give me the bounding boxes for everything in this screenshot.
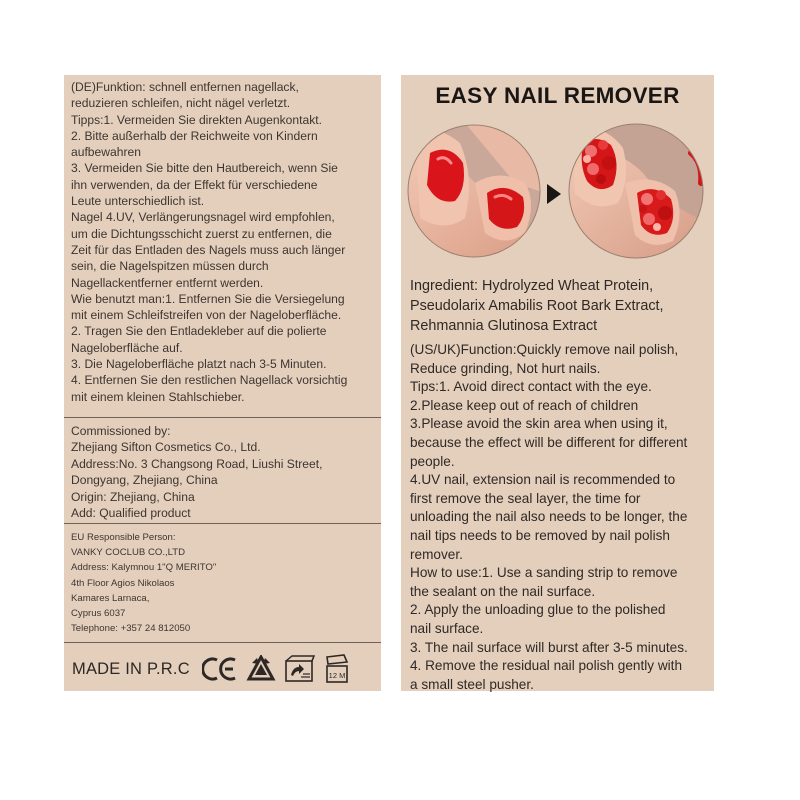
after-nails-image (563, 123, 709, 259)
english-text-line: (US/UK)Function:Quickly remove nail polish, (410, 342, 679, 357)
commission-info (64, 423, 381, 521)
german-text-line: (DE)Funktion: schnell entfernen nagellack, (71, 80, 299, 94)
german-text-line: Tipps:1. Vermeiden Sie direkten Augenkontakt. (71, 112, 322, 127)
ingredient-text-line: Ingredient: Hydrolyzed Wheat Protein, (410, 278, 654, 294)
english-text-line: Tips:1. Avoid direct contact with the eye. (410, 379, 652, 395)
english-text-line: 3.Please avoid the skin area when using it, (410, 416, 668, 432)
english-text-line: nail surface. (410, 620, 484, 636)
eu-text-line: Cyprus 6037 (71, 608, 126, 620)
german-text-line: ihn verwenden, da der Effekt für verschiedene (71, 177, 318, 192)
german-text-line: 2. Tragen Sie den Entladekleber auf die polierte (71, 324, 327, 339)
english-text-line: people. (410, 453, 455, 469)
english-text-line: 3. The nail surface will burst after 3-5 minutes. (410, 639, 688, 655)
commission-text-line: Address:No. 3 Changsong Road, Liushi Street, (71, 456, 323, 471)
german-text-line: 3. Vermeiden Sie bitte den Hautbereich, wenn Sie (71, 161, 338, 176)
german-text-line: aufbewahren (71, 145, 141, 160)
german-text-line: mit einem kleinen Stahlschieber. (71, 389, 245, 404)
arrow-right-icon (546, 183, 562, 205)
german-text-line: Nagel 4.UV, Verlängerungsnagel wird empfohlen, (71, 210, 335, 225)
english-text-line: a small steel pusher. (410, 676, 534, 692)
english-text-line: remover. (410, 546, 463, 562)
divider (64, 417, 381, 418)
english-instructions (410, 341, 710, 694)
ingredient-text (410, 276, 710, 336)
commission-text-line: Dongyang, Zhejiang, China (71, 473, 218, 488)
english-text-line: 2.Please keep out of reach of children (410, 397, 639, 413)
german-instructions (64, 79, 381, 405)
eu-text-line: 4th Floor Agios Nikolaos (71, 577, 175, 589)
english-info-card (401, 75, 714, 691)
english-text-line: How to use:1. Use a sanding strip to remove (410, 565, 678, 581)
divider (64, 523, 381, 524)
product-title: EASY NAIL REMOVER (435, 83, 680, 108)
german-info-card (64, 75, 381, 691)
english-text-line: first remove the seal layer, the time for (410, 490, 641, 506)
commission-text-line: Commissioned by: (71, 424, 171, 438)
commission-text-line: Zhejiang Sifton Cosmetics Co., Ltd. (71, 440, 261, 455)
german-text-line: 2. Bitte außerhalb der Reichweite von Kindern (71, 128, 318, 143)
commission-text-line: Origin: Zhejiang, China (71, 489, 195, 504)
german-text-line: Wie benutzt man:1. Entfernen Sie die Versiegelung (71, 291, 345, 306)
commission-text-line: Add: Qualified product (71, 506, 191, 521)
english-text-line: because the effect will be different for different (410, 434, 688, 450)
german-text-line: mit einem Schleifstreifen von der Nageloberfläche. (71, 308, 342, 323)
before-nails-image (405, 123, 543, 259)
made-in-label: MADE IN P.R.C (72, 659, 190, 678)
german-text-line: um die Dichtungsschicht zuerst zu entfernen, die (71, 226, 332, 241)
english-text-line: unloading the nail also needs to be longer, the (410, 509, 688, 525)
ingredient-text-line: Rehmannia Glutinosa Extract (410, 318, 598, 334)
eu-text-line: Kamares Larnaca, (71, 592, 150, 604)
eu-text-line: Address: Kalymnou 1"Q MERITO" (71, 562, 217, 574)
svg-text:12 M: 12 M (328, 671, 346, 680)
english-text-line: nail tips needs to be removed by nail polish (410, 527, 670, 543)
eu-text-line: VANKY COCLUB CO.,LTD (71, 547, 186, 559)
ingredient-text-line: Pseudolarix Amabilis Root Bark Extract, (410, 298, 664, 314)
recycle-icon (246, 655, 276, 683)
german-text-line: reduzieren schleifen, nicht nägel verletzt. (71, 96, 291, 111)
eu-text-line: Telephone: +357 24 812050 (71, 623, 191, 635)
eu-responsible-person (64, 530, 381, 636)
german-text-line: Leute unterschiedlich ist. (71, 194, 205, 209)
english-text-line: 4. Remove the residual nail polish gently with (410, 658, 683, 674)
english-text-line: 4.UV nail, extension nail is recommended to (410, 472, 676, 488)
pao-jar-icon (324, 653, 350, 685)
german-text-line: Nagellackentferner entfernt werden. (71, 275, 264, 290)
footer-row (72, 652, 375, 686)
german-text-line: 4. Entfernen Sie den restlichen Nagellack vorsichtig (71, 373, 348, 388)
german-text-line: 3. Die Nageloberfläche platzt nach 3-5 Minuten. (71, 357, 327, 372)
divider (64, 642, 381, 643)
ce-mark-icon (202, 656, 238, 682)
english-text-line: the sealant on the nail surface. (410, 583, 596, 599)
german-text-line: Nageloberfläche auf. (71, 340, 183, 355)
english-text-line: Reduce grinding, Not hurt nails. (410, 360, 601, 376)
box-recycle-icon (284, 655, 316, 683)
eu-text-line: EU Responsible Person: (71, 532, 176, 543)
german-text-line: Zeit für das Entladen des Nagels muss auch länger (71, 242, 346, 257)
german-text-line: sein, die Nagelspitzen müssen durch (71, 259, 269, 274)
english-text-line: 2. Apply the unloading glue to the polished (410, 602, 666, 618)
